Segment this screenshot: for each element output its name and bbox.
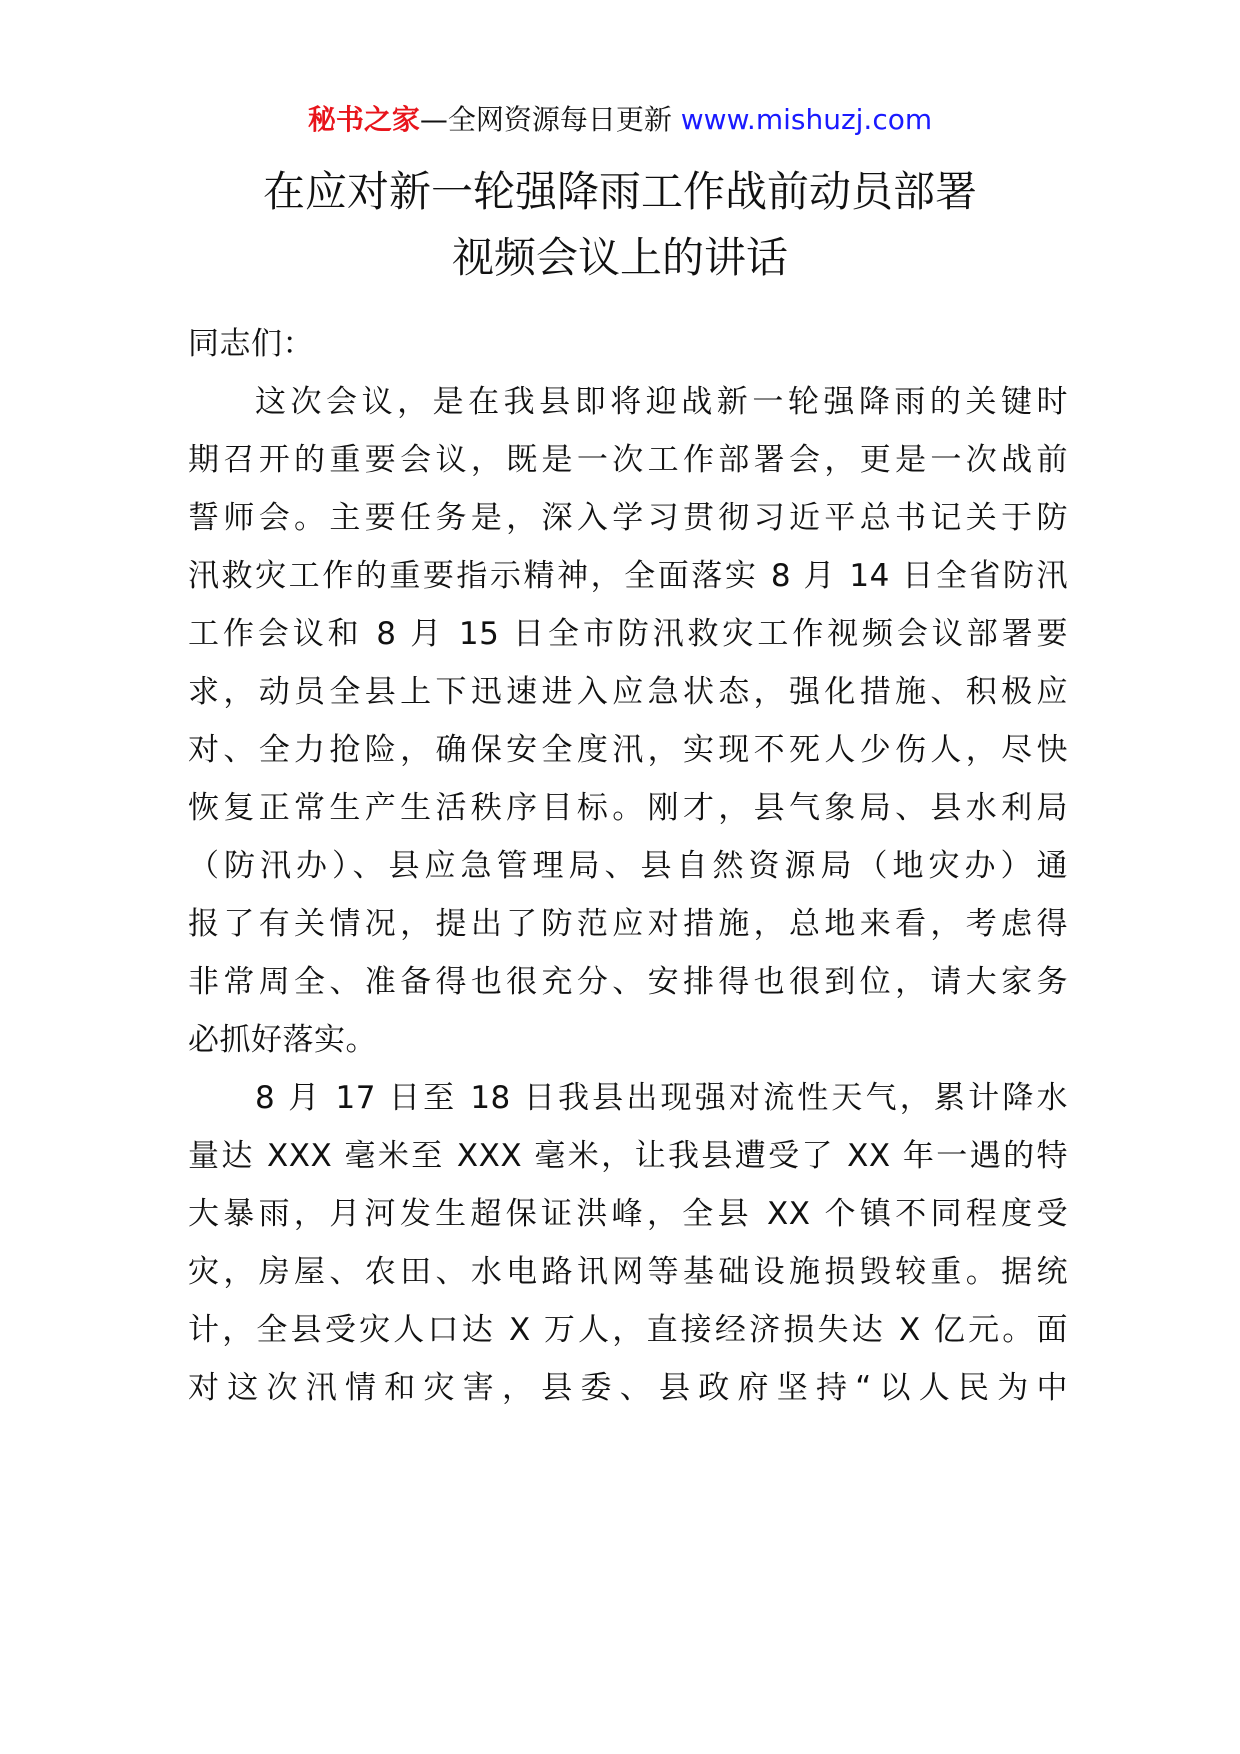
paragraph-1-line: 工作会议和 8 月 15 日全市防汛救灾工作视频会议部署要: [188, 616, 1068, 652]
paragraph-1-line: 誓师会。主要任务是，深入学习贯彻习近平总书记关于防: [188, 500, 1068, 536]
salutation: 同志们：: [188, 326, 314, 362]
site-brand: 秘书之家: [307, 103, 420, 136]
paragraph-1-line: 汛救灾工作的重要指示精神，全面落实 8 月 14 日全省防汛: [188, 558, 1068, 594]
paragraph-2-line: 灾，房屋、农田、水电路讯网等基础设施损毁较重。据统: [188, 1254, 1068, 1290]
paragraph-1-line: 必抓好落实。: [188, 1022, 377, 1058]
site-header: [0, 100, 1240, 140]
paragraph-2-line: 大暴雨，月河发生超保证洪峰，全县 XX 个镇不同程度受: [188, 1196, 1068, 1232]
paragraph-2-line: 量达 XXX 毫米至 XXX 毫米，让我县遭受了 XX 年一遇的特: [188, 1138, 1068, 1174]
paragraph-2-line: 对这次汛情和灾害，县委、县政府坚持“以人民为中: [188, 1370, 1068, 1406]
paragraph-2-line: 计，全县受灾人口达 X 万人，直接经济损失达 X 亿元。面: [188, 1312, 1068, 1348]
paragraph-1-line: 求，动员全县上下迅速进入应急状态，强化措施、积极应: [188, 674, 1068, 710]
paragraph-1-line: 期召开的重要会议，既是一次工作部署会，更是一次战前: [188, 442, 1068, 478]
document-title-line-2: 视频会议上的讲话: [451, 233, 788, 282]
paragraph-1-line: 这次会议，是在我县即将迎战新一轮强降雨的关键时: [255, 384, 1068, 420]
paragraph-1-line: 报了有关情况，提出了防范应对措施，总地来看，考虑得: [188, 906, 1068, 942]
site-tagline: —全网资源每日更新: [419, 103, 681, 136]
paragraph-1-line: 对、全力抢险，确保安全度汛，实现不死人少伤人，尽快: [188, 732, 1068, 768]
paragraph-1-line: 非常周全、准备得也很充分、安排得也很到位，请大家务: [188, 964, 1068, 1000]
document-title-line-1: 在应对新一轮强降雨工作战前动员部署: [262, 167, 977, 216]
paragraph-1-line: （防汛办）、县应急管理局、县自然资源局（地灾办）通: [188, 848, 1068, 884]
paragraph-1-line: 恢复正常生产生活秩序目标。刚才，县气象局、县水利局: [188, 790, 1068, 826]
paragraph-2-line: 8 月 17 日至 18 日我县出现强对流性天气，累计降水: [255, 1080, 1068, 1116]
site-url-link[interactable]: www.mishuzj.com: [680, 103, 933, 136]
